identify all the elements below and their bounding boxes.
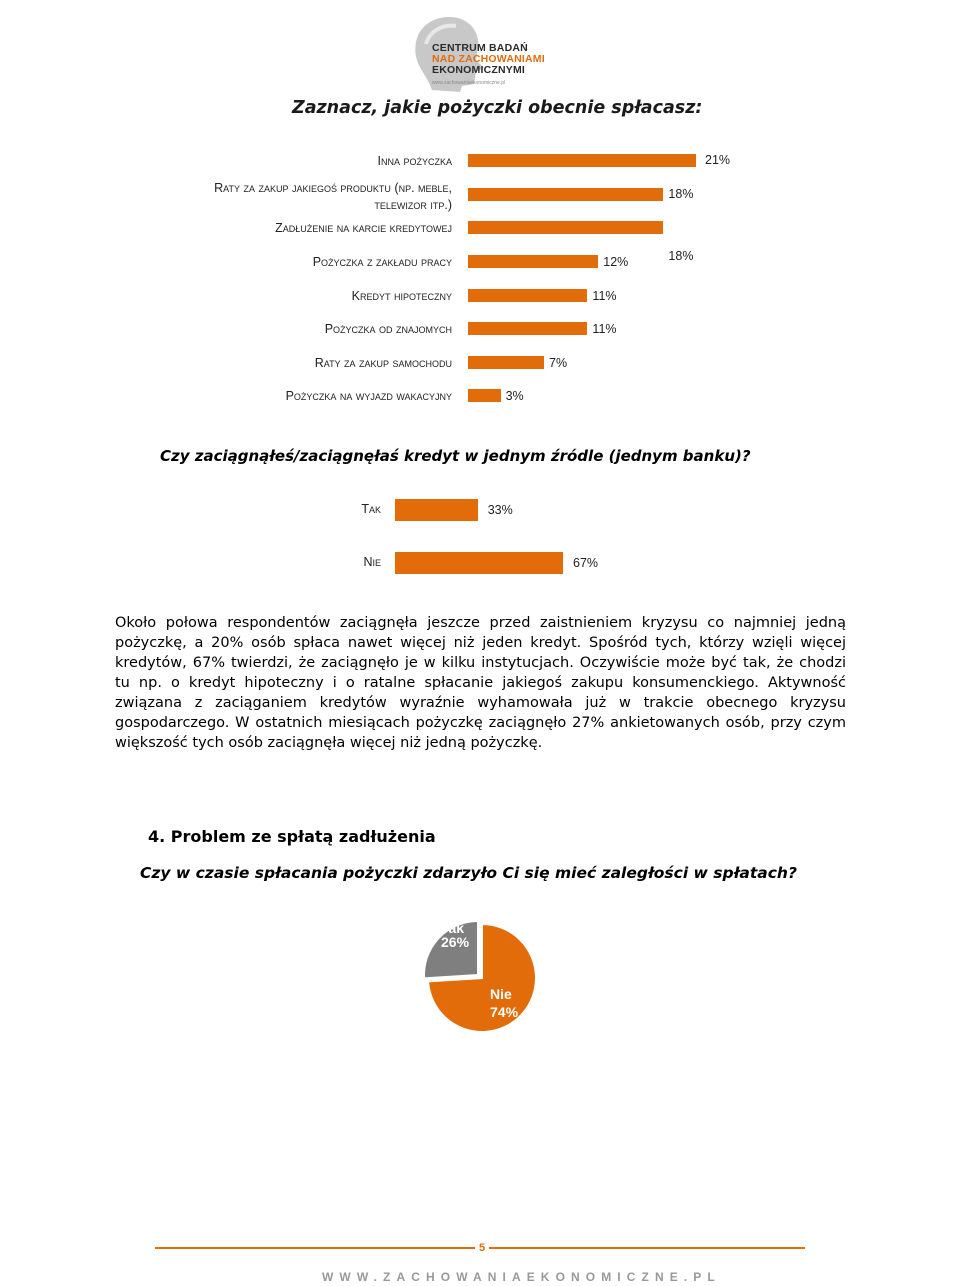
question-title: Zaznacz, jakie pożyczki obecnie spłacasz: <box>292 98 703 118</box>
bar-mark <box>468 322 587 335</box>
value-label: 11% <box>592 322 617 336</box>
logo-url: www.zachowaniaekonomiczne.pl <box>432 80 506 86</box>
bar-mark <box>395 552 563 574</box>
value-label: 33% <box>487 503 513 517</box>
bar-mark <box>468 289 587 302</box>
category-label: Pożyczka z zakładu pracy <box>312 255 452 269</box>
value-label: 18% <box>668 249 694 263</box>
question-title: Czy w czasie spłacania pożyczki zdarzyło Ci się mieć zaległości w spłatach? <box>140 864 797 882</box>
bar-mark <box>468 221 663 234</box>
question-title: Czy zaciągnąłeś/zaciągnęłaś kredyt w jednym źródle (jednym banku)? <box>160 447 751 465</box>
category-label: Inna pożyczka <box>377 154 452 168</box>
category-label: Nie <box>363 555 381 569</box>
pie-label-yes-value: 26% <box>441 934 470 950</box>
value-label: 11% <box>592 289 617 303</box>
arrears-pie-chart <box>422 918 542 1038</box>
bar-mark <box>468 188 663 201</box>
pie-label-yes-name: Tak <box>441 920 465 933</box>
value-label: 12% <box>603 255 629 269</box>
value-label: 18% <box>668 187 694 201</box>
footer-url: WWW.ZACHOWANIAEKONOMICZNE.PL <box>322 1270 721 1284</box>
category-label: Tak <box>361 502 381 516</box>
pie-label-yes <box>441 920 470 951</box>
category-label: Kredyt hipoteczny <box>351 289 452 303</box>
logo-line: CENTRUM BADAŃ <box>432 42 528 54</box>
value-label: 7% <box>549 356 568 370</box>
pie-label-no-value: 74% <box>490 1004 519 1020</box>
bar-mark <box>468 389 501 402</box>
body-paragraph: Około połowa respondentów zaciągnęła jeszcze przed zaistnieniem kryzysu co najmniej jedną pożyczkę, a 20% osób spłaca nawet więcej niż jeden kredyt. Spośród tych, którzy wzięli więcej kredytów, 67% twierdzi, że zaciągnęło je w kilku instytucjach. Oczywiście może być tak, że chodzi tu np. o kredyt hipoteczny i o ratalne spłacanie jakiegoś zakupu konsumenckiego. Aktywność związana z zaciąganiem kredytów wyraźnie wyhamowała już w trakcie obecnego kryzysu gospodarczego. W ostatnich miesiącach pożyczkę zaciągnęło 27% ankietowanych osób, przy czym większość tych osób zaciągnęła więcej niż jedną pożyczkę. <box>115 615 846 751</box>
category-label: Pożyczka od znajomych <box>324 322 452 336</box>
pie-label-no <box>490 985 518 1021</box>
logo-line: NAD ZACHOWANIAMI <box>432 53 545 65</box>
pie-label-no-name: Nie <box>490 986 512 1002</box>
category-label: Raty za zakup samochodu <box>314 356 452 370</box>
bar-mark <box>468 356 544 369</box>
bar-mark <box>468 255 598 268</box>
logo-text <box>432 43 550 76</box>
category-label: Raty za zakup jakiegoś produktu (np. meble, telewizor itp.) <box>214 181 452 212</box>
section-heading: 4. Problem ze spłatą zadłużenia <box>148 827 436 846</box>
value-label: 21% <box>705 153 731 167</box>
value-label: 67% <box>573 556 599 570</box>
value-label: 3% <box>505 389 524 403</box>
category-label: Pożyczka na wyjazd wakacyjny <box>285 389 452 403</box>
bar-mark <box>395 499 478 521</box>
logo-line: EKONOMICZNYMI <box>432 64 526 76</box>
page-number: 5 <box>475 1242 489 1254</box>
bar-mark <box>468 154 696 167</box>
category-label: Zadłużenie na karcie kredytowej <box>275 221 452 235</box>
